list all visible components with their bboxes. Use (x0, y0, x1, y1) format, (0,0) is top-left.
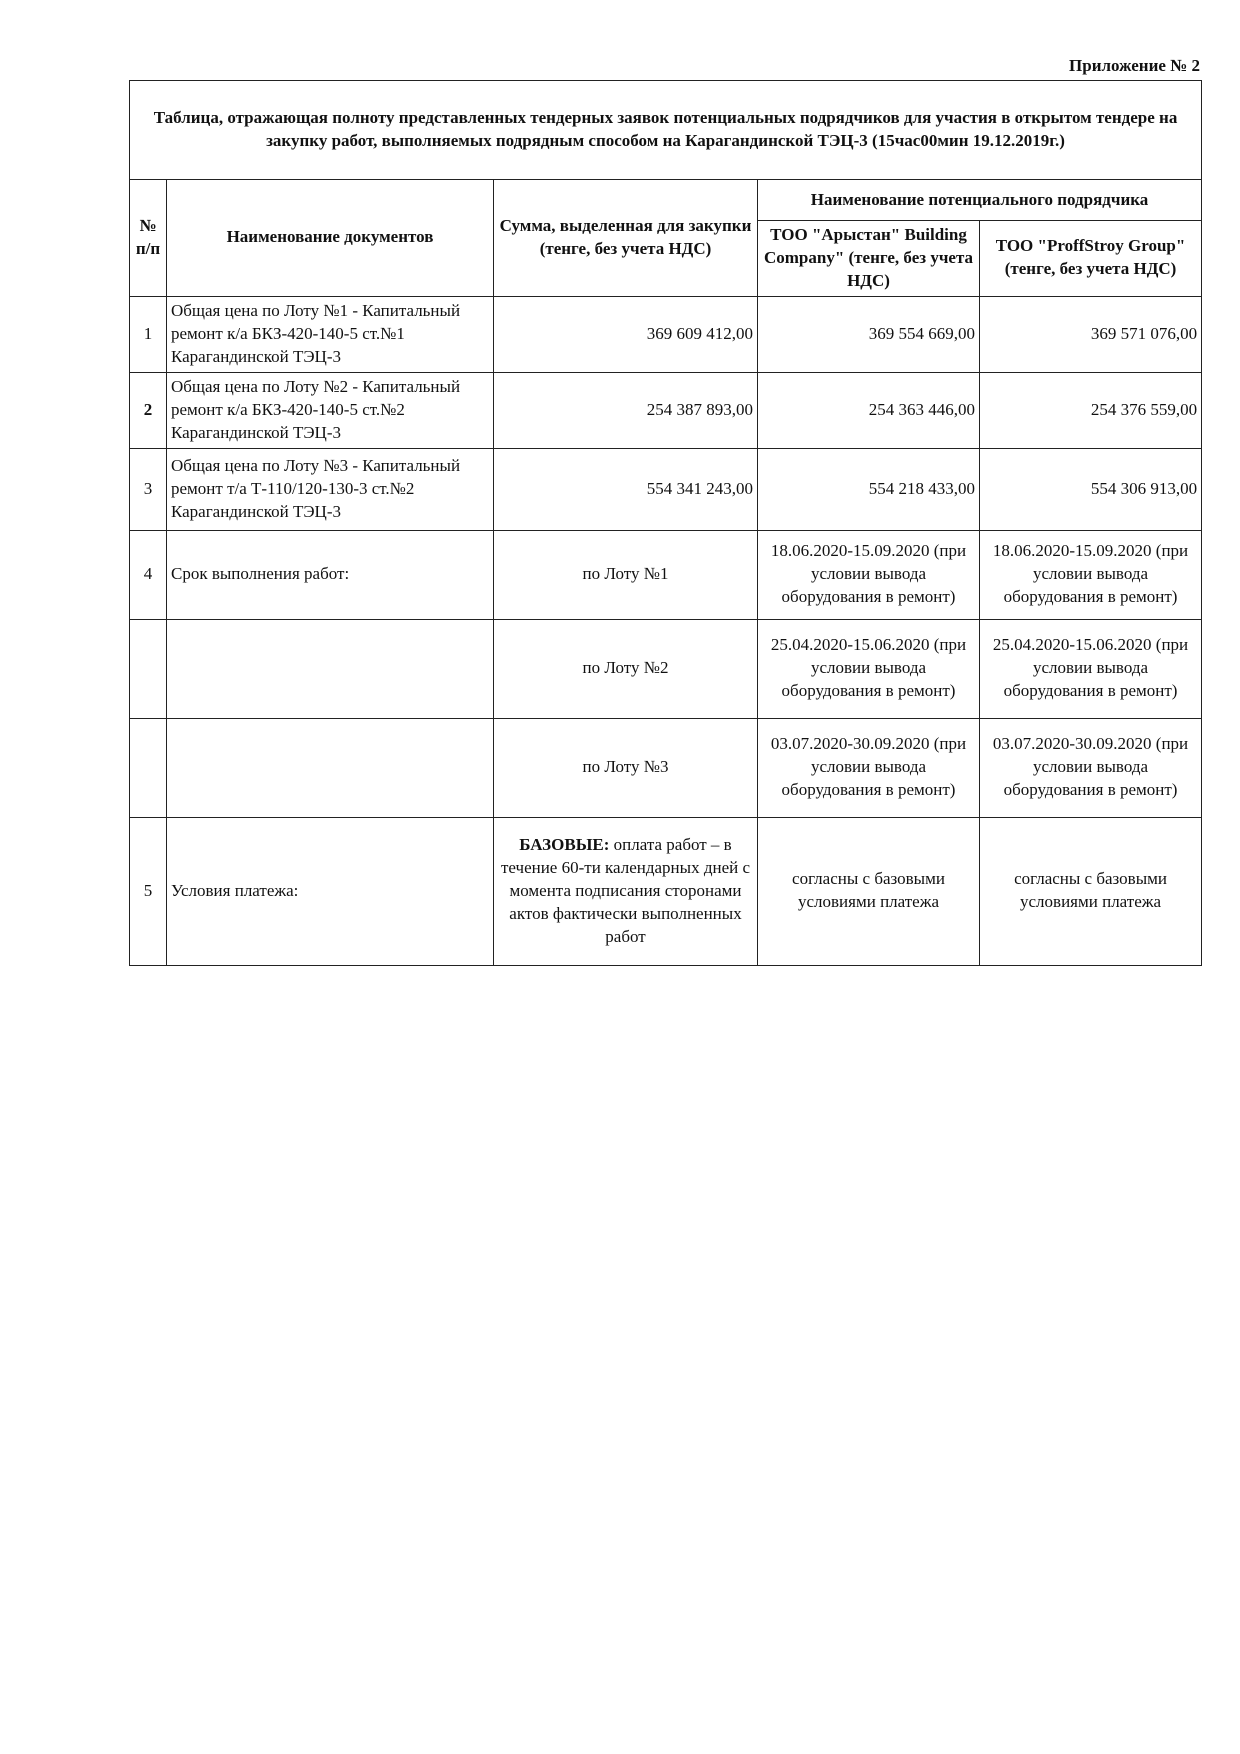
row-contractor-2-amount: 369 571 076,00 (980, 296, 1202, 372)
row-contractor-1-amount: 254 363 446,00 (758, 372, 980, 448)
table-row (130, 372, 1202, 448)
empty-cell (130, 718, 167, 817)
row-contractor-1-term: 25.04.2020-15.06.2020 (при условии вывода оборудования в ремонт) (758, 619, 980, 718)
row-base-conditions (494, 817, 758, 965)
base-conditions-text: оплата работ – в течение 60-ти календарных дней с момента подписания сторонами актов фактически выполненных работ (500, 834, 751, 946)
row-contractor-1-term: 03.07.2020-30.09.2020 (при условии вывода оборудования в ремонт) (758, 718, 980, 817)
row-allocated-amount: 369 609 412,00 (494, 296, 758, 372)
row-contractor-2-amount: 254 376 559,00 (980, 372, 1202, 448)
row-contractor-1-term: 18.06.2020-15.09.2020 (при условии вывода оборудования в ремонт) (758, 530, 980, 619)
appendix-label: Приложение № 2 (1069, 56, 1200, 75)
header-num: № п/п (130, 180, 167, 297)
row-doc-name: Срок выполнения работ: (167, 530, 494, 619)
row-num: 2 (130, 372, 167, 448)
table-row (130, 448, 1202, 530)
table-row (130, 817, 1202, 965)
header-contractor-1: ТОО "Арыстан" Building Company" (тенге, без учета НДС) (758, 221, 980, 297)
row-num: 5 (130, 817, 167, 965)
row-lot-label: по Лоту №3 (494, 718, 758, 817)
row-contractor-2-term: 03.07.2020-30.09.2020 (при условии вывода оборудования в ремонт) (980, 718, 1202, 817)
row-num: 4 (130, 530, 167, 619)
row-contractor-1-amount: 554 218 433,00 (758, 448, 980, 530)
row-contractor-2-amount: 554 306 913,00 (980, 448, 1202, 530)
header-row-1 (130, 180, 1202, 221)
row-doc-name: Общая цена по Лоту №2 - Капитальный ремонт к/а БКЗ-420-140-5 ст.№2 Карагандинской ТЭЦ-3 (167, 372, 494, 448)
empty-cell (130, 619, 167, 718)
header-contractor-group: Наименование потенциального подрядчика (758, 180, 1202, 221)
row-allocated-amount: 254 387 893,00 (494, 372, 758, 448)
header-doc-name: Наименование документов (167, 180, 494, 297)
table-row (130, 718, 1202, 817)
row-doc-name: Общая цена по Лоту №3 - Капитальный ремонт т/а Т-110/120-130-3 ст.№2 Карагандинской ТЭЦ-3 (167, 448, 494, 530)
row-contractor-2-payment: согласны с базовыми условиями платежа (980, 817, 1202, 965)
row-contractor-2-term: 25.04.2020-15.06.2020 (при условии вывода оборудования в ремонт) (980, 619, 1202, 718)
table-row (130, 296, 1202, 372)
row-contractor-1-payment: согласны с базовыми условиями платежа (758, 817, 980, 965)
tender-table (129, 80, 1202, 966)
table-row (130, 530, 1202, 619)
header-amount: Сумма, выделенная для закупки (тенге, без учета НДС) (494, 180, 758, 297)
base-conditions-label: БАЗОВЫЕ: (519, 834, 610, 854)
row-allocated-amount: 554 341 243,00 (494, 448, 758, 530)
header-contractor-2: ТОО "ProffStroy Group" (тенге, без учета НДС) (980, 221, 1202, 297)
row-doc-name: Общая цена по Лоту №1 - Капитальный ремонт к/а БКЗ-420-140-5 ст.№1 Карагандинской ТЭЦ-3 (167, 296, 494, 372)
title-row (130, 81, 1202, 180)
empty-cell (167, 718, 494, 817)
row-num: 1 (130, 296, 167, 372)
table-title: Таблица, отражающая полноту представленных тендерных заявок потенциальных подрядчиков для участия в открытом тендере на закупку работ, выполняемых подрядным способом на Карагандинской ТЭЦ-3 (15час00мин 19.12.2019г.) (130, 81, 1202, 180)
row-lot-label: по Лоту №2 (494, 619, 758, 718)
row-lot-label: по Лоту №1 (494, 530, 758, 619)
empty-cell (167, 619, 494, 718)
row-contractor-1-amount: 369 554 669,00 (758, 296, 980, 372)
row-num: 3 (130, 448, 167, 530)
row-doc-name: Условия платежа: (167, 817, 494, 965)
table-row (130, 619, 1202, 718)
row-contractor-2-term: 18.06.2020-15.09.2020 (при условии вывода оборудования в ремонт) (980, 530, 1202, 619)
